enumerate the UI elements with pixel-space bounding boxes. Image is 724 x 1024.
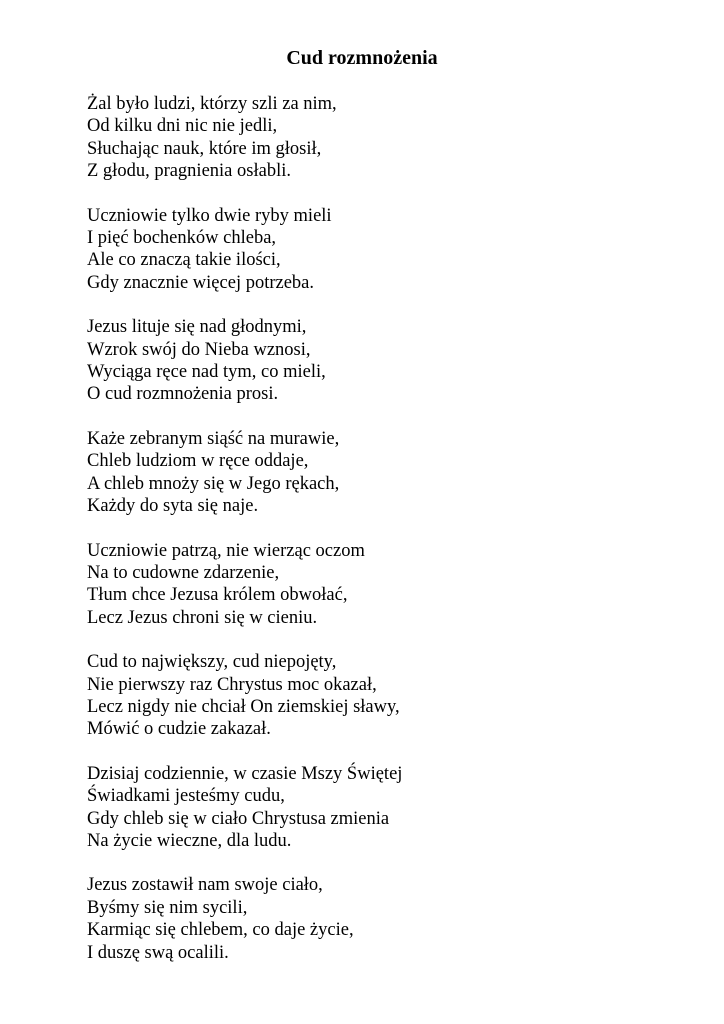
poem-line: O cud rozmnożenia prosi. [87,384,279,405]
poem-line: I pięć bochenków chleba, [87,228,277,249]
poem-line: Żal było ludzi, którzy szli za nim, [87,94,337,114]
stanza-1 [87,93,687,183]
poem-line: A chleb mnoży się w Jego rękach, [87,473,340,494]
poem-line: I duszę swą ocalili. [87,942,229,963]
poem-line: Świadkami jesteśmy cudu, [87,786,285,807]
poem-title: Cud rozmnożenia [286,47,438,69]
poem-line: Na życie wieczne, dla ludu. [87,830,292,851]
poem-line: Lecz Jezus chroni się w cieniu. [87,607,318,628]
poem-line: Słuchając nauk, które im głosił, [87,138,322,159]
poem-line: Każdy do syta się naje. [87,496,259,517]
stanza-8 [87,874,687,964]
poem-line: Ale co znaczą takie ilości, [87,250,281,271]
poem-line: Każe zebranym siąść na murawie, [87,428,340,449]
poem-body [87,93,687,986]
poem-line: Lecz nigdy nie chciał On ziemskiej sławy, [87,696,400,717]
stanza-5 [87,540,687,630]
poem-line: Dzisiaj codziennie, w czasie Mszy Świętej [87,763,403,784]
poem-line: Nie pierwszy raz Chrystus moc okazał, [87,674,377,695]
stanza-2 [87,205,687,295]
poem-line: Uczniowie patrzą, nie wierząc oczom [87,540,365,561]
poem-line: Gdy znacznie więcej potrzeba. [87,272,315,293]
stanza-7 [87,763,687,853]
poem-line: Od kilku dni nic nie jedli, [87,116,278,137]
poem-line: Jezus zostawił nam swoje ciało, [87,875,323,896]
poem-line: Uczniowie tylko dwie ryby mieli [87,205,332,226]
poem-line: Wzrok swój do Nieba wznosi, [87,339,311,360]
stanza-4 [87,428,687,518]
poem-line: Wyciąga ręce nad tym, co mieli, [87,362,326,383]
poem-line: Cud to największy, cud niepojęty, [87,652,337,673]
poem-line: Chleb ludziom w ręce oddaje, [87,451,309,472]
poem-line: Na to cudowne zdarzenie, [87,562,280,583]
poem-line: Jezus lituje się nad głodnymi, [87,317,307,338]
poem-line: Gdy chleb się w ciało Chrystusa zmienia [87,808,390,829]
poem-line: Byśmy się nim sycili, [87,897,248,918]
poem-line: Tłum chce Jezusa królem obwołać, [87,585,348,606]
poem-line: Z głodu, pragnienia osłabli. [87,161,291,182]
stanza-3 [87,316,687,406]
poem-line: Mówić o cudzie zakazał. [87,719,271,740]
poem-line: Karmiąc się chlebem, co daje życie, [87,920,354,941]
stanza-6 [87,651,687,741]
